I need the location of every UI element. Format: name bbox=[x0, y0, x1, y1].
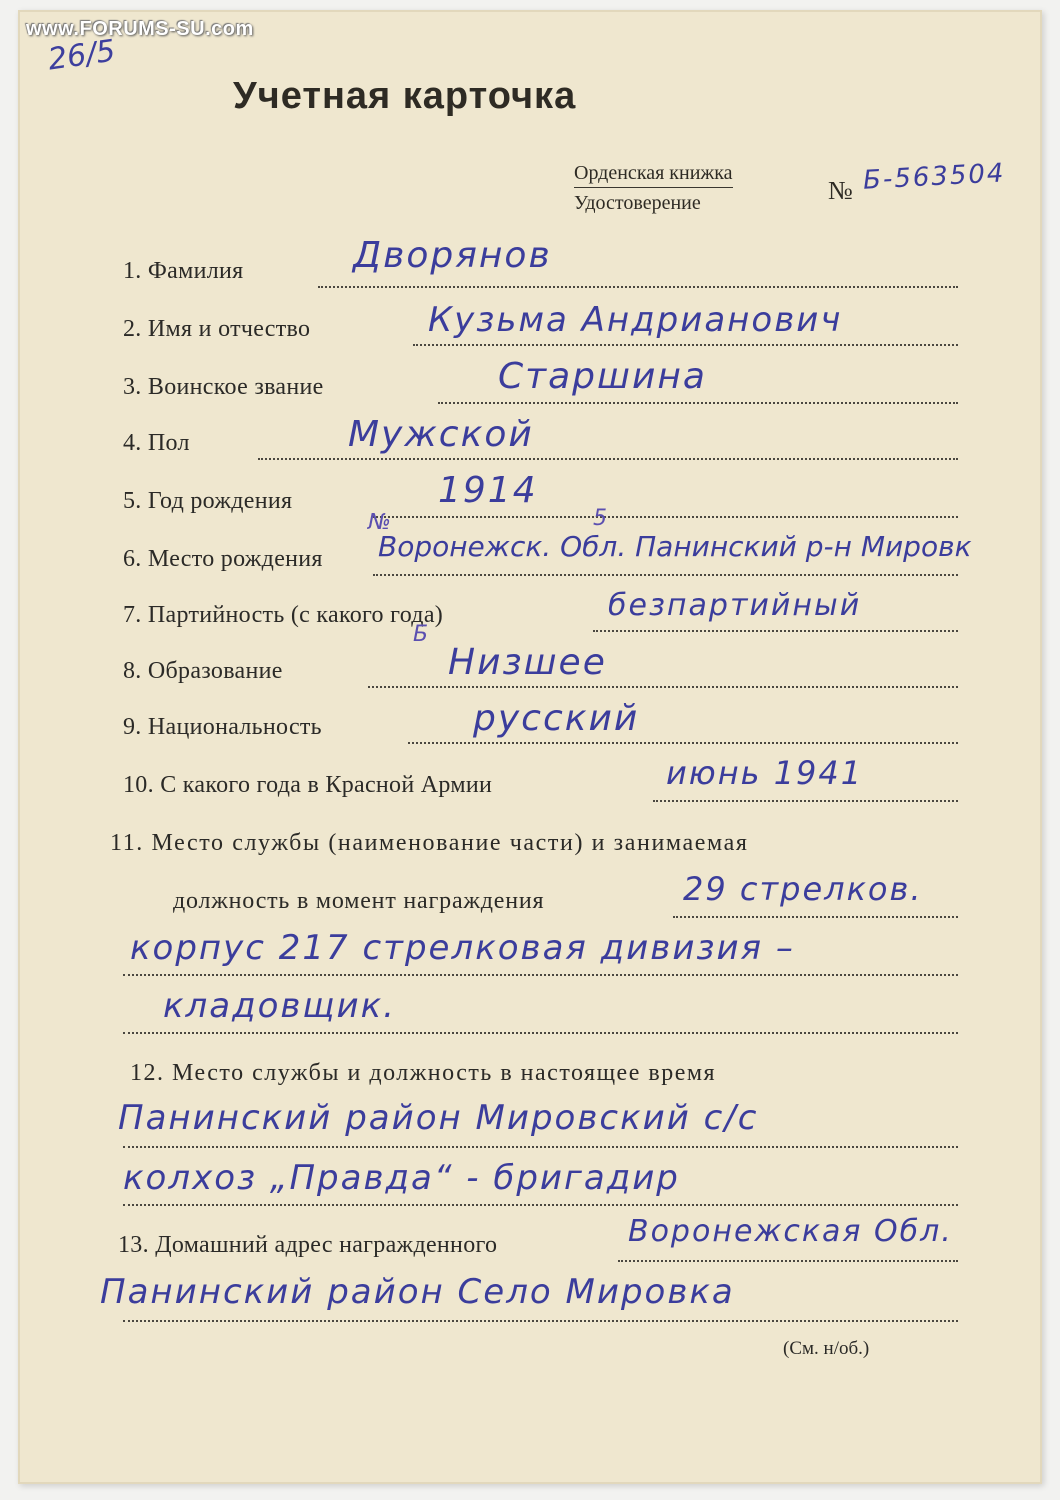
field-label-education: 8. Образование bbox=[123, 658, 283, 684]
field-value-name-patronymic: Кузьма Андрианович bbox=[428, 300, 843, 340]
field-line bbox=[413, 344, 958, 346]
field-label-party: 7. Партийность (с какого года) bbox=[123, 602, 444, 628]
field-label-army-since: 10. С какого года в Красной Армии bbox=[123, 772, 493, 798]
field-line bbox=[653, 800, 958, 802]
award-record-card bbox=[18, 10, 1042, 1484]
field-value-birth-year: 1914 bbox=[438, 470, 538, 511]
field-label-surname: 1. Фамилия bbox=[123, 258, 244, 284]
field-line bbox=[318, 286, 958, 288]
field-value-education: Низшее bbox=[448, 642, 607, 683]
field-label-service-place: 11. Место службы (наименование части) и занимаемая bbox=[110, 830, 749, 856]
field-label-nationality: 9. Национальность bbox=[123, 714, 322, 740]
continuation-line bbox=[123, 1032, 958, 1034]
card-title: Учетная карточка bbox=[233, 75, 577, 117]
field-value-sex: Мужской bbox=[348, 414, 534, 455]
watermark: www.FORUMS-SU.com bbox=[26, 18, 254, 40]
field-value-surname: Дворянов bbox=[353, 235, 552, 276]
continuation-line bbox=[123, 1320, 958, 1322]
field-label-position-at-award: должность в момент награждения bbox=[173, 888, 545, 914]
field-line bbox=[373, 516, 958, 518]
field-value-home-address: Воронежская Обл. bbox=[628, 1214, 953, 1249]
certificate-type-block bbox=[574, 162, 733, 215]
field-value-birthplace: Воронежск. Обл. Панинский р-н Мировк bbox=[378, 530, 972, 563]
field-label-current-service: 12. Место службы и должность в настоящее время bbox=[130, 1060, 717, 1086]
field-label-birthplace: 6. Место рождения bbox=[123, 546, 323, 572]
field-value-current-position: колхоз „Правда“ - бригадир bbox=[123, 1158, 680, 1198]
field-value-home-address-continued: Панинский район Село Мировка bbox=[100, 1272, 735, 1312]
margin-mark: Б bbox=[413, 622, 429, 647]
continuation-line bbox=[123, 974, 958, 976]
corner-handwritten-note: 26/5 bbox=[45, 33, 118, 78]
field-label-rank: 3. Воинское звание bbox=[123, 374, 324, 400]
field-line bbox=[258, 458, 958, 460]
certificate-number: Б-563504 bbox=[862, 158, 1007, 196]
certificate-type-certificate: Удостоверение bbox=[574, 192, 701, 214]
field-value-unit-continued: корпус 217 стрелковая дивизия – bbox=[130, 928, 795, 968]
field-line bbox=[593, 630, 958, 632]
field-value-party: безпартийный bbox=[608, 588, 862, 623]
field-line bbox=[368, 686, 958, 688]
margin-mark: № bbox=[368, 510, 391, 535]
field-line bbox=[438, 402, 958, 404]
field-line bbox=[673, 916, 958, 918]
field-value-rank: Старшина bbox=[498, 356, 707, 397]
field-label-home-address: 13. Домашний адрес награжденного bbox=[118, 1232, 498, 1258]
margin-mark: 5 bbox=[593, 506, 607, 531]
continuation-line bbox=[123, 1146, 958, 1148]
field-value-army-since: июнь 1941 bbox=[666, 754, 864, 792]
field-value-unit: 29 стрелков. bbox=[683, 870, 923, 908]
field-line bbox=[373, 574, 958, 576]
field-label-name-patronymic: 2. Имя и отчество bbox=[123, 316, 311, 342]
field-line bbox=[408, 742, 958, 744]
see-reverse-note: (См. н/об.) bbox=[783, 1338, 870, 1359]
field-label-sex: 4. Пол bbox=[123, 430, 190, 456]
field-value-position: кладовщик. bbox=[163, 986, 396, 1026]
field-value-current-service: Панинский район Мировский с/с bbox=[118, 1098, 759, 1138]
certificate-type-order-book: Орденская книжка bbox=[574, 162, 733, 188]
number-label: № bbox=[828, 176, 853, 205]
field-line bbox=[618, 1260, 958, 1262]
field-label-birth-year: 5. Год рождения bbox=[123, 488, 293, 514]
field-value-nationality: русский bbox=[473, 698, 640, 739]
continuation-line bbox=[123, 1204, 958, 1206]
